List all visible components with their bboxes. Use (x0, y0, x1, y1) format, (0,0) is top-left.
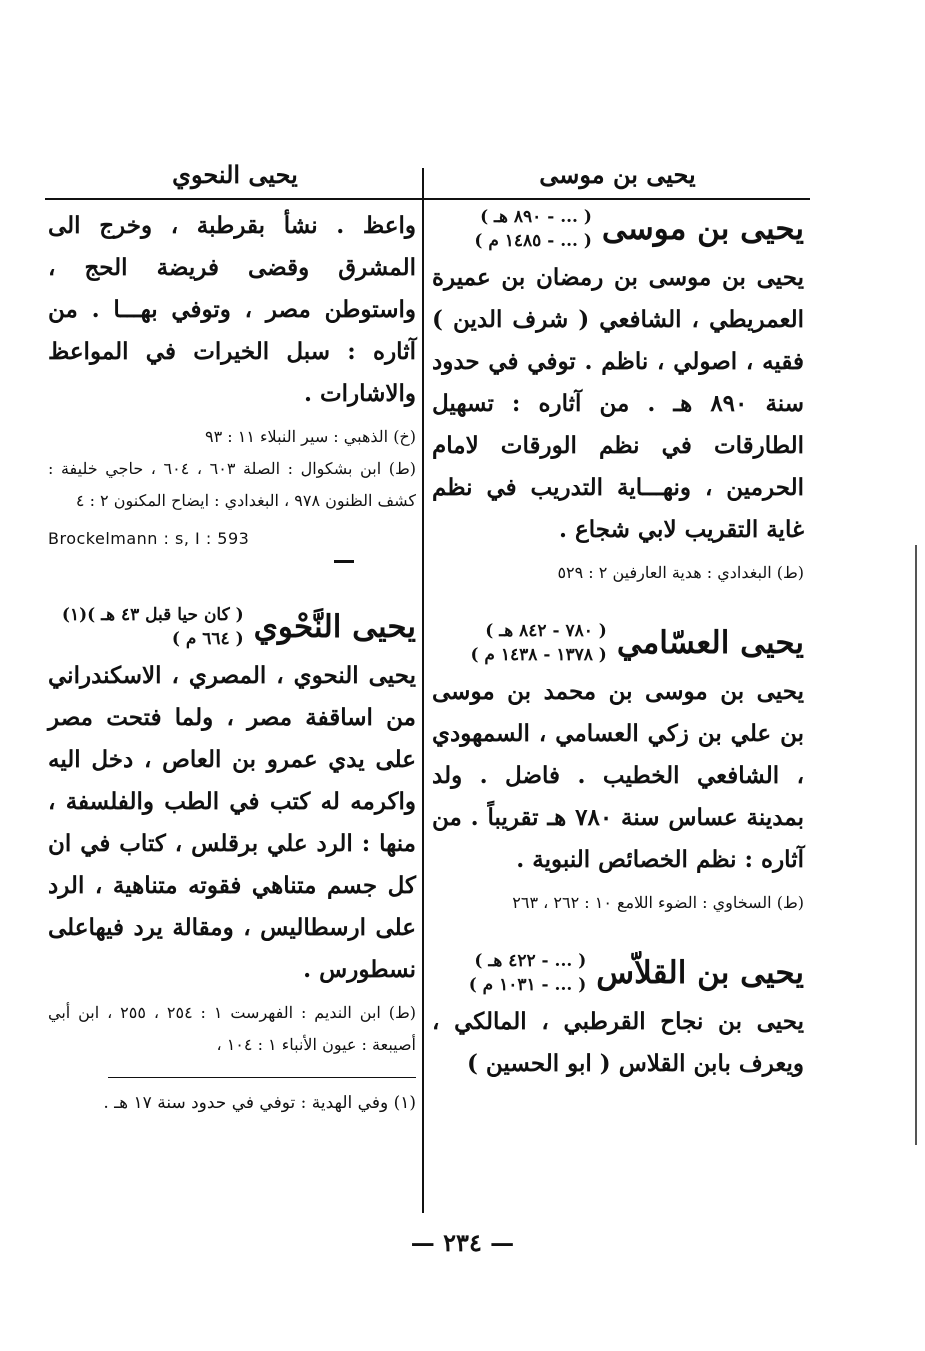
entry-name: يحيى النَّحْوي (253, 609, 416, 645)
entry-dates (474, 205, 592, 253)
entry-source: (خ) الذهبي : سير النبلاء ١١ : ٩٣ (205, 427, 416, 446)
column-separator (422, 168, 424, 1213)
entry-yahya-ibn-al-qallas (432, 949, 804, 1085)
entry-body: واعظ . نشأ بقرطبة ، وخرج الى المشرق وقضى فريضة الحج ، واستوطن مصر ، وتوفي بهـــا . من آثاره : سبل الخيرات في المواعظ والاشارات . (48, 212, 416, 407)
entry-body: يحيى بن موسى بن رمضان بن عميرة العمريطي ، الشافعي ( شرف الدين ) فقيه ، اصولي ، ناظم . توفي في حدود سنة ٨٩٠ هـ . من آثاره : تسهيل الطارقات في نظم الورقات لامام الحرمين ، ونهـــاية التدريب في نظم غاية التقريب لابي شجاع . (432, 264, 804, 543)
entry-dates (470, 619, 606, 667)
entry-continuation (48, 205, 416, 563)
entry-heading (432, 949, 804, 997)
running-header-left: يحيى النحوي (172, 160, 298, 189)
page-number: — ٢٣٤ — (410, 1228, 515, 1257)
entry-heading (432, 619, 804, 667)
date-hijri: ( كان حيا قبل ٤٣ هـ )(١) (61, 605, 244, 625)
running-header-right: يحيى بن موسى (539, 160, 696, 189)
entry-heading (432, 205, 804, 253)
date-hijri: ( ٧٨٠ - ٨٤٢ هـ ) (485, 621, 607, 641)
entry-yahya-al-nahwi (48, 603, 416, 1061)
entry-dates (469, 949, 587, 997)
date-hijri: ( ... - ٨٩٠ هـ ) (480, 207, 592, 227)
entry-yahya-ibn-musa (432, 205, 804, 589)
entry-name: يحيى بن موسى (601, 211, 804, 247)
entry-dates (62, 603, 244, 651)
date-hijri: ( ... - ٤٢٢ هـ ) (474, 951, 587, 971)
entry-heading (48, 603, 416, 651)
entry-source: (ط) البغدادي : هدية العارفين ٢ : ٥٢٩ (557, 563, 804, 582)
left-column (48, 205, 416, 1118)
entry-body: يحيى بن موسى بن محمد بن موسى بن علي بن زكي العسامي ، السمهودي ، الشافعي الخطيب . فاضل . ولد بمدينة عساس سنة ٧٨٠ هـ تقريباً . من آثاره : نظم الخصائص النبوية . (432, 678, 804, 873)
entry-body: يحيى النحوي ، المصري ، الاسكندراني من اساقفة مصر ، ولما فتحت مصر على يدي عمرو بن العاص ، دخل اليه واكرمه له كتب في الطب والفلسفة ، منها : الرد علي برقلس ، كتاب في ان كل جسم متناهي فقوته متناهية ، الرد على ارسطاليس ، ومقالة يرد فيهاعلى نسطورس . (48, 662, 416, 983)
header-rule (45, 198, 810, 200)
entry-name: يحيى العسّامي (616, 625, 804, 661)
date-gregorian: ( ٦٦٤ م ) (171, 629, 244, 649)
footnote-rule (108, 1077, 416, 1078)
date-gregorian: ( ... - ١٠٣١ م ) (468, 975, 587, 995)
entry-source: (ط) ابن النديم : الفهرست ١ : ٢٥٤ ، ٢٥٥ ، ابن أبي أصيبعة : عيون الأنباء ١ : ١٠٤ ، (48, 1003, 417, 1054)
entry-source: (ط) السخاوي : الضوء اللامع ١٠ : ٢٦٢ ، ٢٦٣ (512, 893, 804, 912)
entry-source: (ط) ابن بشكوال : الصلة ٦٠٣ ، ٦٠٤ ، حاجي خليفة : كشف الظنون ٩٧٨ ، البغدادي : ايضاح المكنون ٢ : ٤ (48, 459, 416, 510)
date-gregorian: ( ١٣٧٨ - ١٤٣٨ م ) (470, 645, 607, 665)
latin-reference: Brockelmann : s, I : 593 (48, 529, 250, 548)
scan-edge-line (915, 545, 917, 1145)
right-column (432, 205, 804, 1085)
entry-name: يحيى بن القلاّس (596, 955, 804, 991)
footnote: (١) وفي الهدية : توفي في حدود سنة ١٧ هـ . (103, 1093, 416, 1113)
entry-body: يحيى بن نجاح القرطبي ، المالكي ، ويعرف بابن القلاس ( ابو الحسين ) (432, 1008, 804, 1077)
entry-yahya-al-assami (432, 619, 804, 919)
date-gregorian: ( ... - ١٤٨٥ م ) (474, 231, 592, 251)
